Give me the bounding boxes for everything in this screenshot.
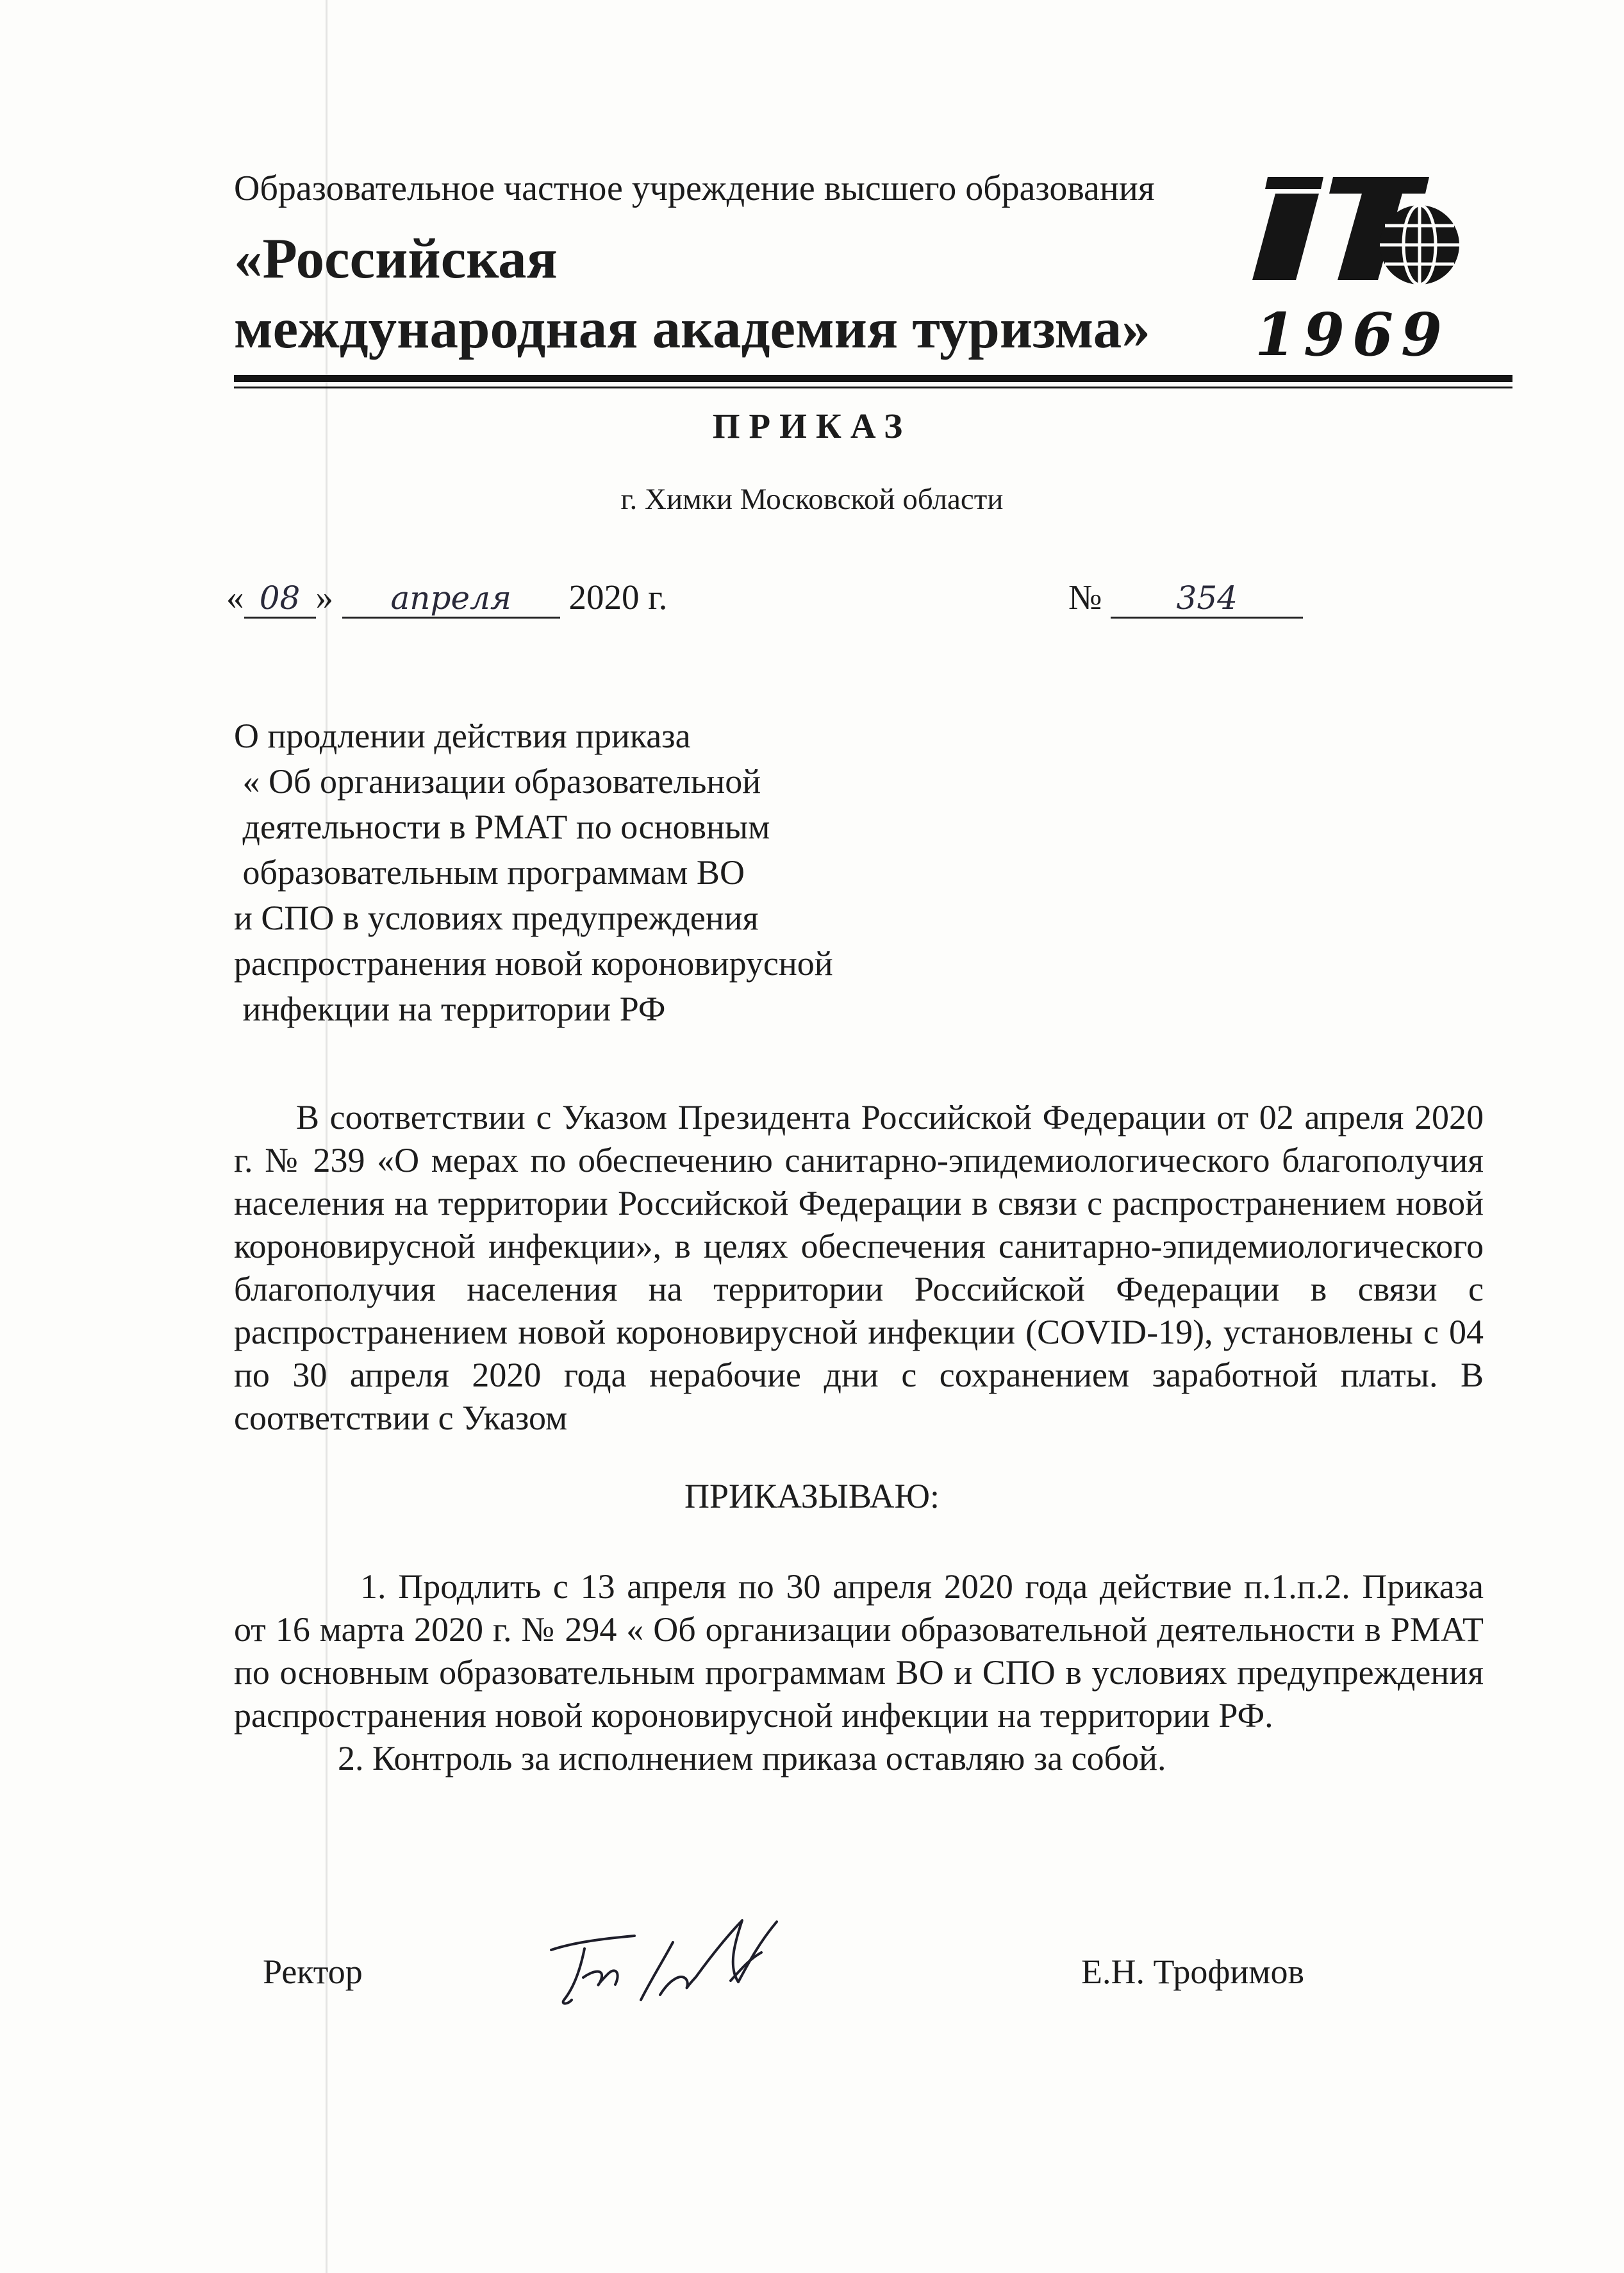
date-year: 2020 г.	[568, 578, 668, 617]
order-item-2: 2. Контроль за исполнением приказа оставляю за собой.	[338, 1739, 1166, 1778]
date-day: 08	[244, 582, 316, 619]
document-title: ПРИКАЗ	[712, 406, 912, 445]
header-rule-thin	[234, 387, 1512, 388]
document-number	[1068, 577, 1303, 619]
number-label: №	[1068, 578, 1102, 617]
org-name-line-1: «Российская	[234, 228, 558, 290]
handwritten-signature	[538, 1904, 808, 2019]
number-value: 354	[1111, 582, 1303, 619]
logo-year: 1969	[1255, 300, 1450, 369]
signatory-name: Е.Н. Трофимов	[1081, 1952, 1304, 1991]
order-item-1: 1. Продлить с 13 апреля по 30 апреля 2020 года действие п.1.п.2. Приказа от 16 марта 2020 г. № 294 « Об организации образовательной деятельности в РМАТ по основным образовательным программам ВО и СПО в условиях предупреждения распространения новой короновирусной инфекции на территории РФ.	[234, 1567, 1484, 1735]
preamble-text: В соответствии с Указом Президента Российской Федерации от 02 апреля 2020 г. № 239 «О мерах по обеспечению санитарно-эпидемиологического благополучия населения на территории Российской Федерации в связи с распространением новой короновирусной инфекции», в целях обеспечения санитарно-эпидемиологического благополучия населения на территории Российской Федерации в связи с распространением новой короновирусной инфекции (COVID-19), установлены с 04 по 30 апреля 2020 года нерабочие дни с сохранением заработной платы. В соответствии с Указом	[234, 1098, 1484, 1437]
signatory-role: Ректор	[263, 1952, 363, 1991]
academy-logo	[1237, 168, 1474, 370]
order-items	[234, 1565, 1484, 1780]
date-close-quote: »	[315, 578, 333, 617]
order-word: ПРИКАЗЫВАЮ:	[684, 1477, 940, 1515]
org-name-line-2: международная академия туризма»	[234, 297, 1150, 360]
document-city: г. Химки Московской области	[620, 483, 1004, 516]
date-open-quote: «	[226, 578, 244, 617]
date-month: апреля	[342, 582, 560, 619]
org-subtitle: Образовательное частное учреждение высшего образования	[234, 169, 1155, 208]
document-date	[226, 577, 667, 619]
preamble-block	[234, 1096, 1484, 1440]
header-rule-thick	[234, 375, 1512, 382]
order-subject: О продлении действия приказа « Об организации образовательной деятельности в РМАТ по основным образовательным программам ВО и СПО в условиях предупреждения распространения новой короновирусной инфекции на территории РФ	[234, 717, 833, 1028]
